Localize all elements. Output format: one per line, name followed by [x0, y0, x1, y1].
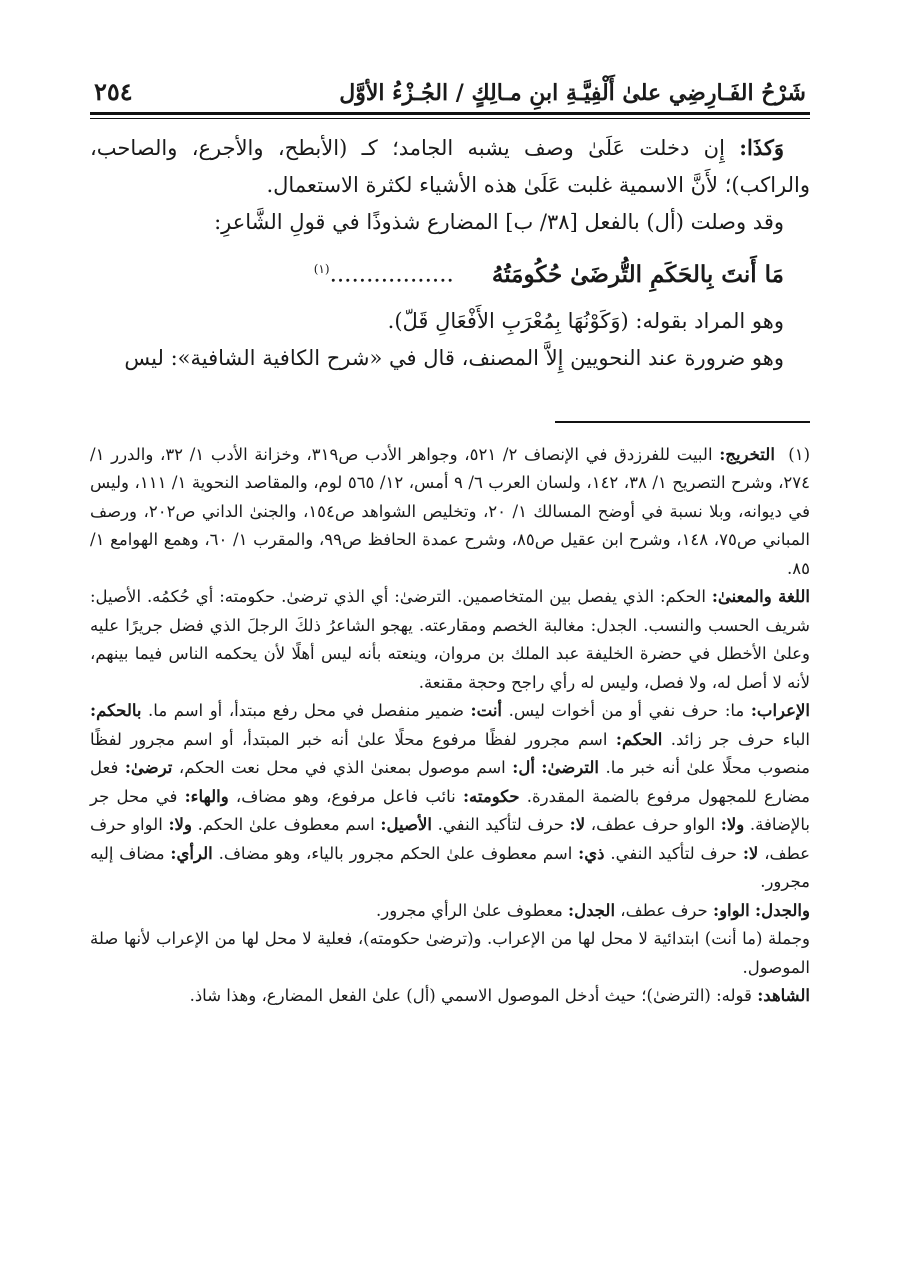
- footnote-shahid: [90, 982, 810, 1011]
- irab-term: ترضىٰ:: [124, 758, 173, 778]
- paragraph-4: وهو ضرورة عند النحويين إِلاَّ المصنف، قال في «شرح الكافية الشافية»: ليس: [124, 345, 784, 370]
- takhrij-label: التخريج:: [719, 444, 775, 464]
- irab-text: في محل جر بالإضافة.: [90, 786, 810, 835]
- page-number: ٢٥٤: [94, 77, 133, 106]
- irab-term: ولا:: [168, 815, 192, 835]
- paragraph-3: وهو المراد بقوله: (وَكَوْنُهَا بِمُعْرَبِ الأَفْعَالِ قَلّ).: [387, 308, 784, 333]
- irab-term: ولا:: [720, 815, 745, 835]
- irab-term: الجدل:: [568, 900, 616, 920]
- irab-text: حرف لتأكيد النفي.: [431, 815, 570, 835]
- irab-text: حرف عطف،: [615, 900, 713, 920]
- footnote-reference[interactable]: (١): [313, 262, 330, 276]
- irab-term: ذي:: [578, 843, 605, 863]
- irab-term: حكومته:: [462, 786, 520, 806]
- irab-text: الباء حرف جر زائد.: [662, 729, 810, 749]
- irab-text: مضاف إليه مجرور.: [90, 843, 810, 892]
- irab-term: الأصيل:: [380, 815, 432, 835]
- lugha-text: الحكم: الذي يفصل بين المتخاصمين. الترضىٰ: أي الذي ترضىٰ. حكومته: أي حُكمُه. الأصيل: شريف الحسب والنسب. الجدل: مغالبة الخصم ومقارعته. يهجو الشاعرُ ذلكَ الرجلَ الذي فضل جريرًا عليه وعلىٰ الأخطل في حضرة الخليفة عبد الملك بن مروان، وينعته بأنه ليس أهلًا لأن يحكمه الناس فيما بينهم، لأنه لا أصل له، ولا فصل، وليس له رأي راجح وحجة مقنعة.: [90, 587, 810, 692]
- irab-term: والجدل:: [755, 900, 810, 920]
- verse-hemistich-2: [314, 247, 454, 297]
- irab-text: اسم معطوف علىٰ الحكم.: [191, 815, 381, 835]
- paragraph-2: وقد وصلت (أل) بالفعل [٣٨/ ب] المضارع شذوذًا في قولِ الشَّاعرِ:: [214, 210, 784, 234]
- irab-text: اسم مجرور لفظًا مرفوع محلًا علىٰ أنه خبر المبتدأ، أو اسم مجرور لفظًا منصوب محلًا علىٰ أنه خبر ما.: [90, 729, 810, 778]
- irab-text: معطوف علىٰ الرأي مجرور.: [376, 900, 569, 920]
- irab-text: نائب فاعل مرفوع، وهو مضاف،: [228, 786, 463, 806]
- verse-ellipsis: .................: [329, 261, 454, 288]
- main-text: [90, 129, 810, 377]
- irab-text: اسم موصول بمعنىٰ الذي في محل نعت الحكم،: [172, 758, 513, 778]
- footnotes: [90, 441, 810, 1011]
- shahid-label: الشاهد:: [757, 986, 810, 1006]
- takhrij-text: البيت للفرزدق في الإنصاف ٢/ ٥٢١، وجواهر الأدب ص٣١٩، وخزانة الأدب ١/ ٣٢، والدرر ١/ ٢٧٤، وشرح التصريح ١/ ٣٨، ١٤٢، ولسان العرب ٦/ ٩ أمس، ١٢/ ٥٦٥ لوم، والمقاصد النحوية ١/ ١١١، وليس في ديوانه، وبلا نسبة في أوضح المسالك ١/ ٢٠، وتخليص الشواهد ص١٥٤، والجنىٰ الداني ص٢٠٢، ورصف المباني ص٧٥، ١٤٨، وشرح ابن عقيل ص٨٥، وشرح عمدة الحافظ ص٩٩، والمقرب ١/ ٦٠، وهمع الهوامع ١/ ٨٥.: [90, 444, 810, 578]
- irab-text: ضمير منفصل في محل رفع مبتدأ، أو اسم ما.: [141, 701, 471, 721]
- irab-text: ما: حرف نفي أو من أخوات ليس.: [502, 701, 751, 721]
- paragraph-1: [90, 129, 810, 204]
- paragraph-1-text: إِن دخلت عَلَىٰ وصف يشبه الجامد؛ كـ (الأبطح، والأجرع، والصاحب، والراكب)؛ لأَنَّ الاسمية غلبت عَلَىٰ هذه الأشياء لكثرة الاستعمال.: [90, 136, 810, 197]
- irab-term: أل:: [512, 758, 535, 778]
- shahid-text: قوله: (الترضىٰ)؛ حيث أدخل الموصول الاسمي (أل) علىٰ الفعل المضارع، وهذا شاذ.: [189, 986, 758, 1006]
- irab-term: الترضىٰ:: [541, 758, 599, 778]
- running-header: [90, 60, 810, 112]
- paragraph-1-lead: وَكذَا:: [739, 135, 784, 160]
- irab-term: لا:: [569, 815, 586, 835]
- footnote-takhrij: [90, 441, 810, 584]
- footnote-jadal: [90, 897, 810, 926]
- irab-text: حرف لتأكيد النفي.: [604, 843, 743, 863]
- header-rule: [90, 112, 810, 119]
- irab-term: الواو:: [712, 900, 750, 920]
- irab-term: لا:: [742, 843, 759, 863]
- footnote-irab: [90, 697, 810, 897]
- footnote-lugha: [90, 583, 810, 697]
- footnote-jumla: وجملة (ما أنت) ابتدائية لا محل لها من الإعراب. و(ترضىٰ حكومته)، فعلية لا محل لها من الإعراب لأنها صلة الموصول.: [90, 929, 810, 977]
- poetry-verse: [90, 247, 810, 297]
- lugha-label: اللغة والمعنىٰ:: [711, 587, 810, 607]
- book-page: [90, 60, 810, 1011]
- footnote-separator: [555, 421, 810, 423]
- verse-hemistich-1: مَا أَنتَ بِالحَكَمِ التُّرضَىٰ حُكُومَتُهُ: [491, 260, 784, 288]
- irab-term: والهاء:: [184, 786, 229, 806]
- irab-term: بالحكم:: [90, 701, 142, 721]
- irab-text: الواو حرف عطف،: [90, 815, 810, 863]
- irab-text: اسم معطوف علىٰ الحكم مجرور بالياء، وهو مضاف.: [212, 843, 579, 863]
- irab-text: فعل مضارع للمجهول مرفوع بالضمة المقدرة.: [90, 758, 810, 806]
- irab-term: أنت:: [470, 701, 503, 721]
- irab-term: الرأي:: [170, 843, 213, 863]
- irab-term: الحكم:: [615, 729, 663, 749]
- footnote-number: (١): [788, 444, 811, 464]
- running-title: شَرْحُ الفَـارِضِي علىٰ أَلْفِيَّـةِ ابنِ مـالِكٍ / الجُـزْءُ الأوَّل: [339, 80, 806, 106]
- irab-label: الإعراب:: [750, 701, 810, 721]
- irab-text: الواو حرف عطف،: [585, 815, 721, 835]
